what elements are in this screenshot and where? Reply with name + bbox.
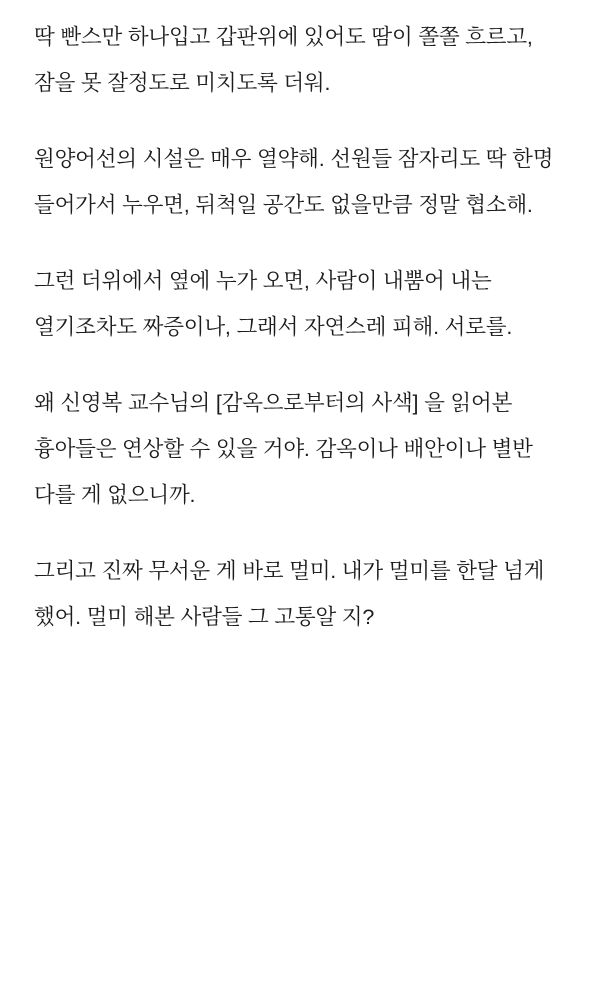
paragraph: 왜 신영복 교수님의 [감옥으로부터의 사색] 을 읽어본 흉아들은 연상할 수 있을 거야. 감옥이나 배안이나 별반 다를 게 없으니까. <box>34 391 539 507</box>
paragraph: 딱 빤스만 하나입고 갑판위에 있어도 땀이 쫄쫄 흐르고, 잠을 못 잘정도로 미치도록 더워. <box>34 25 539 95</box>
paragraph: 그런 더위에서 옆에 누가 오면, 사람이 내뿜어 내는 열기조차도 짜증이나, 그래서 자연스레 피해. 서로를. <box>34 269 513 339</box>
paragraph: 원양어선의 시설은 매우 열약해. 선원들 잠자리도 딱 한명 들어가서 누우면, 뒤척일 공간도 없을만큼 정말 협소해. <box>34 147 560 217</box>
paragraph: 그리고 진짜 무서운 게 바로 멀미. 내가 멀미를 한달 넘게 했어. 멀미 해본 사람들 그 고통알 지? <box>34 559 551 629</box>
